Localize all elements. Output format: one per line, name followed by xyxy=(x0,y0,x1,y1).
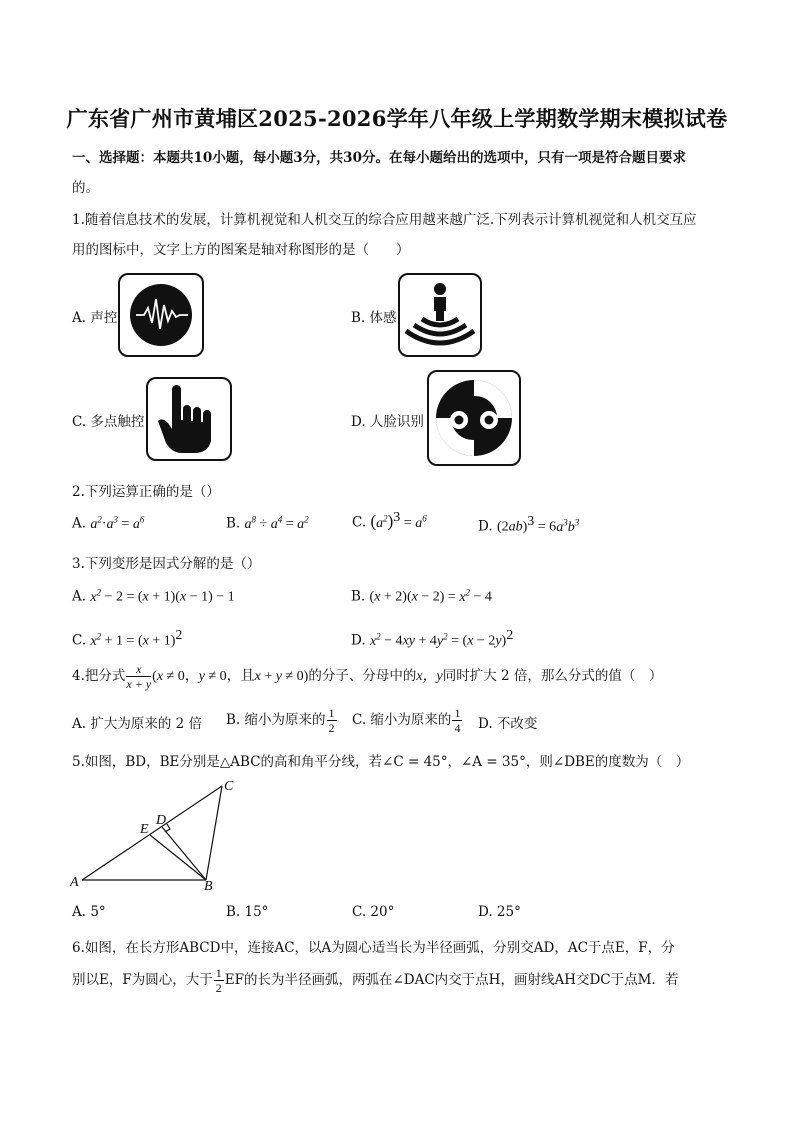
face-recognition-icon xyxy=(427,370,521,466)
q5-option-b: B. 15° xyxy=(226,904,269,920)
section-heading-line2: 的。 xyxy=(72,180,99,196)
q2-stem: 2.下列运算正确的是（） xyxy=(72,484,220,500)
bisector-be xyxy=(150,835,206,880)
q5-stem: 5.如图，BD，BE分别是△ABC的高和角平分线，若∠C = 45°，∠A = 35°，则∠DBE的度数为（ ） xyxy=(72,754,690,770)
q4-stem: 4.把分式 $\frac{x}{x + y}$ (x ≠ 0，y ≠ 0，且x + y ≠ 0)的分子、分母中的x，y同时扩大 2 倍，那么分式的值（ ） xyxy=(72,662,663,691)
q2-option-b: B. $a^8 \div a^4 = a^2$ xyxy=(226,514,309,532)
label-a: A xyxy=(70,875,79,890)
q6-stem-line1: 6.如图，在长方形ABCD中，连接AC，以A为圆心适当长为半径画弧，分别交AD，AC于点E，F，分 xyxy=(72,940,675,956)
q3-option-c: C. $x^2 + 1 = (x + 1)^2$ xyxy=(72,628,183,649)
side-bc xyxy=(206,786,222,880)
q2-option-c: C. $(a^2)^3 = a^6$ xyxy=(352,510,427,531)
q1-option-b: B. 体感 xyxy=(351,310,397,326)
q4-option-c: C. 缩小为原来的 $\frac{1}{4}$ xyxy=(352,706,461,735)
q3-option-d: D. $x^2 - 4xy + 4y^2 = (x - 2y)^2$ xyxy=(351,628,514,649)
q3-stem: 3.下列变形是因式分解的是（） xyxy=(72,556,261,572)
q1-stem-line2: 用的图标中，文字上方的图案是轴对称图形的是（ ） xyxy=(72,242,410,258)
q2-option-d: D. $(2ab)^3 = 6a^3b^3$ xyxy=(478,514,580,535)
q1-option-d: D. 人脸识别 xyxy=(351,414,424,430)
side-ac xyxy=(82,786,222,880)
q1-option-a: A. 声控 xyxy=(72,310,118,326)
triangle-figure xyxy=(66,774,246,892)
q1-option-c: C. 多点触控 xyxy=(72,414,145,430)
sound-wave-icon xyxy=(118,273,204,357)
pointing-hand-icon xyxy=(146,377,232,461)
section-heading-line1: 一、选择题：本题共10小题，每小题3分，共30分。在每小题给出的选项中，只有一项是符合题目要求 xyxy=(72,150,686,166)
label-b: B xyxy=(204,879,213,892)
label-c: C xyxy=(224,779,234,794)
motion-sensing-icon xyxy=(398,273,482,357)
label-d: D xyxy=(156,813,167,828)
q4-option-a: A. 扩大为原来的 2 倍 xyxy=(72,716,203,732)
page-title: 广东省广州市黄埔区2025-2026学年八年级上学期数学期末模拟试卷 xyxy=(66,106,728,131)
q5-option-d: D. 25° xyxy=(478,904,521,920)
q6-stem-line2: 别以E，F为圆心，大于 $\frac{1}{2}$ EF的长为半径画弧，两弧在∠DAC内交于点H，画射线AH交DC于点M．若 xyxy=(72,966,679,995)
q3-option-b: B. $(x + 2)(x - 2) = x^2 - 4$ xyxy=(351,587,492,605)
q5-option-a: A. 5° xyxy=(72,904,106,920)
q5-option-c: C. 20° xyxy=(352,904,395,920)
q1-stem-line1: 1.随着信息技术的发展，计算机视觉和人机交互的综合应用越来越广泛.下列表示计算机视觉和人机交互应 xyxy=(72,212,697,228)
q4-option-b: B. 缩小为原来的 $\frac{1}{2}$ xyxy=(226,706,335,735)
q4-option-d: D. 不改变 xyxy=(478,716,538,732)
q3-option-a: A. $x^2 - 2 = (x + 1)(x - 1) - 1$ xyxy=(72,587,235,605)
label-e: E xyxy=(140,822,149,837)
height-bd xyxy=(162,827,206,880)
q2-option-a: A. $a^2\cdot a^3 = a^6$ xyxy=(72,514,145,532)
